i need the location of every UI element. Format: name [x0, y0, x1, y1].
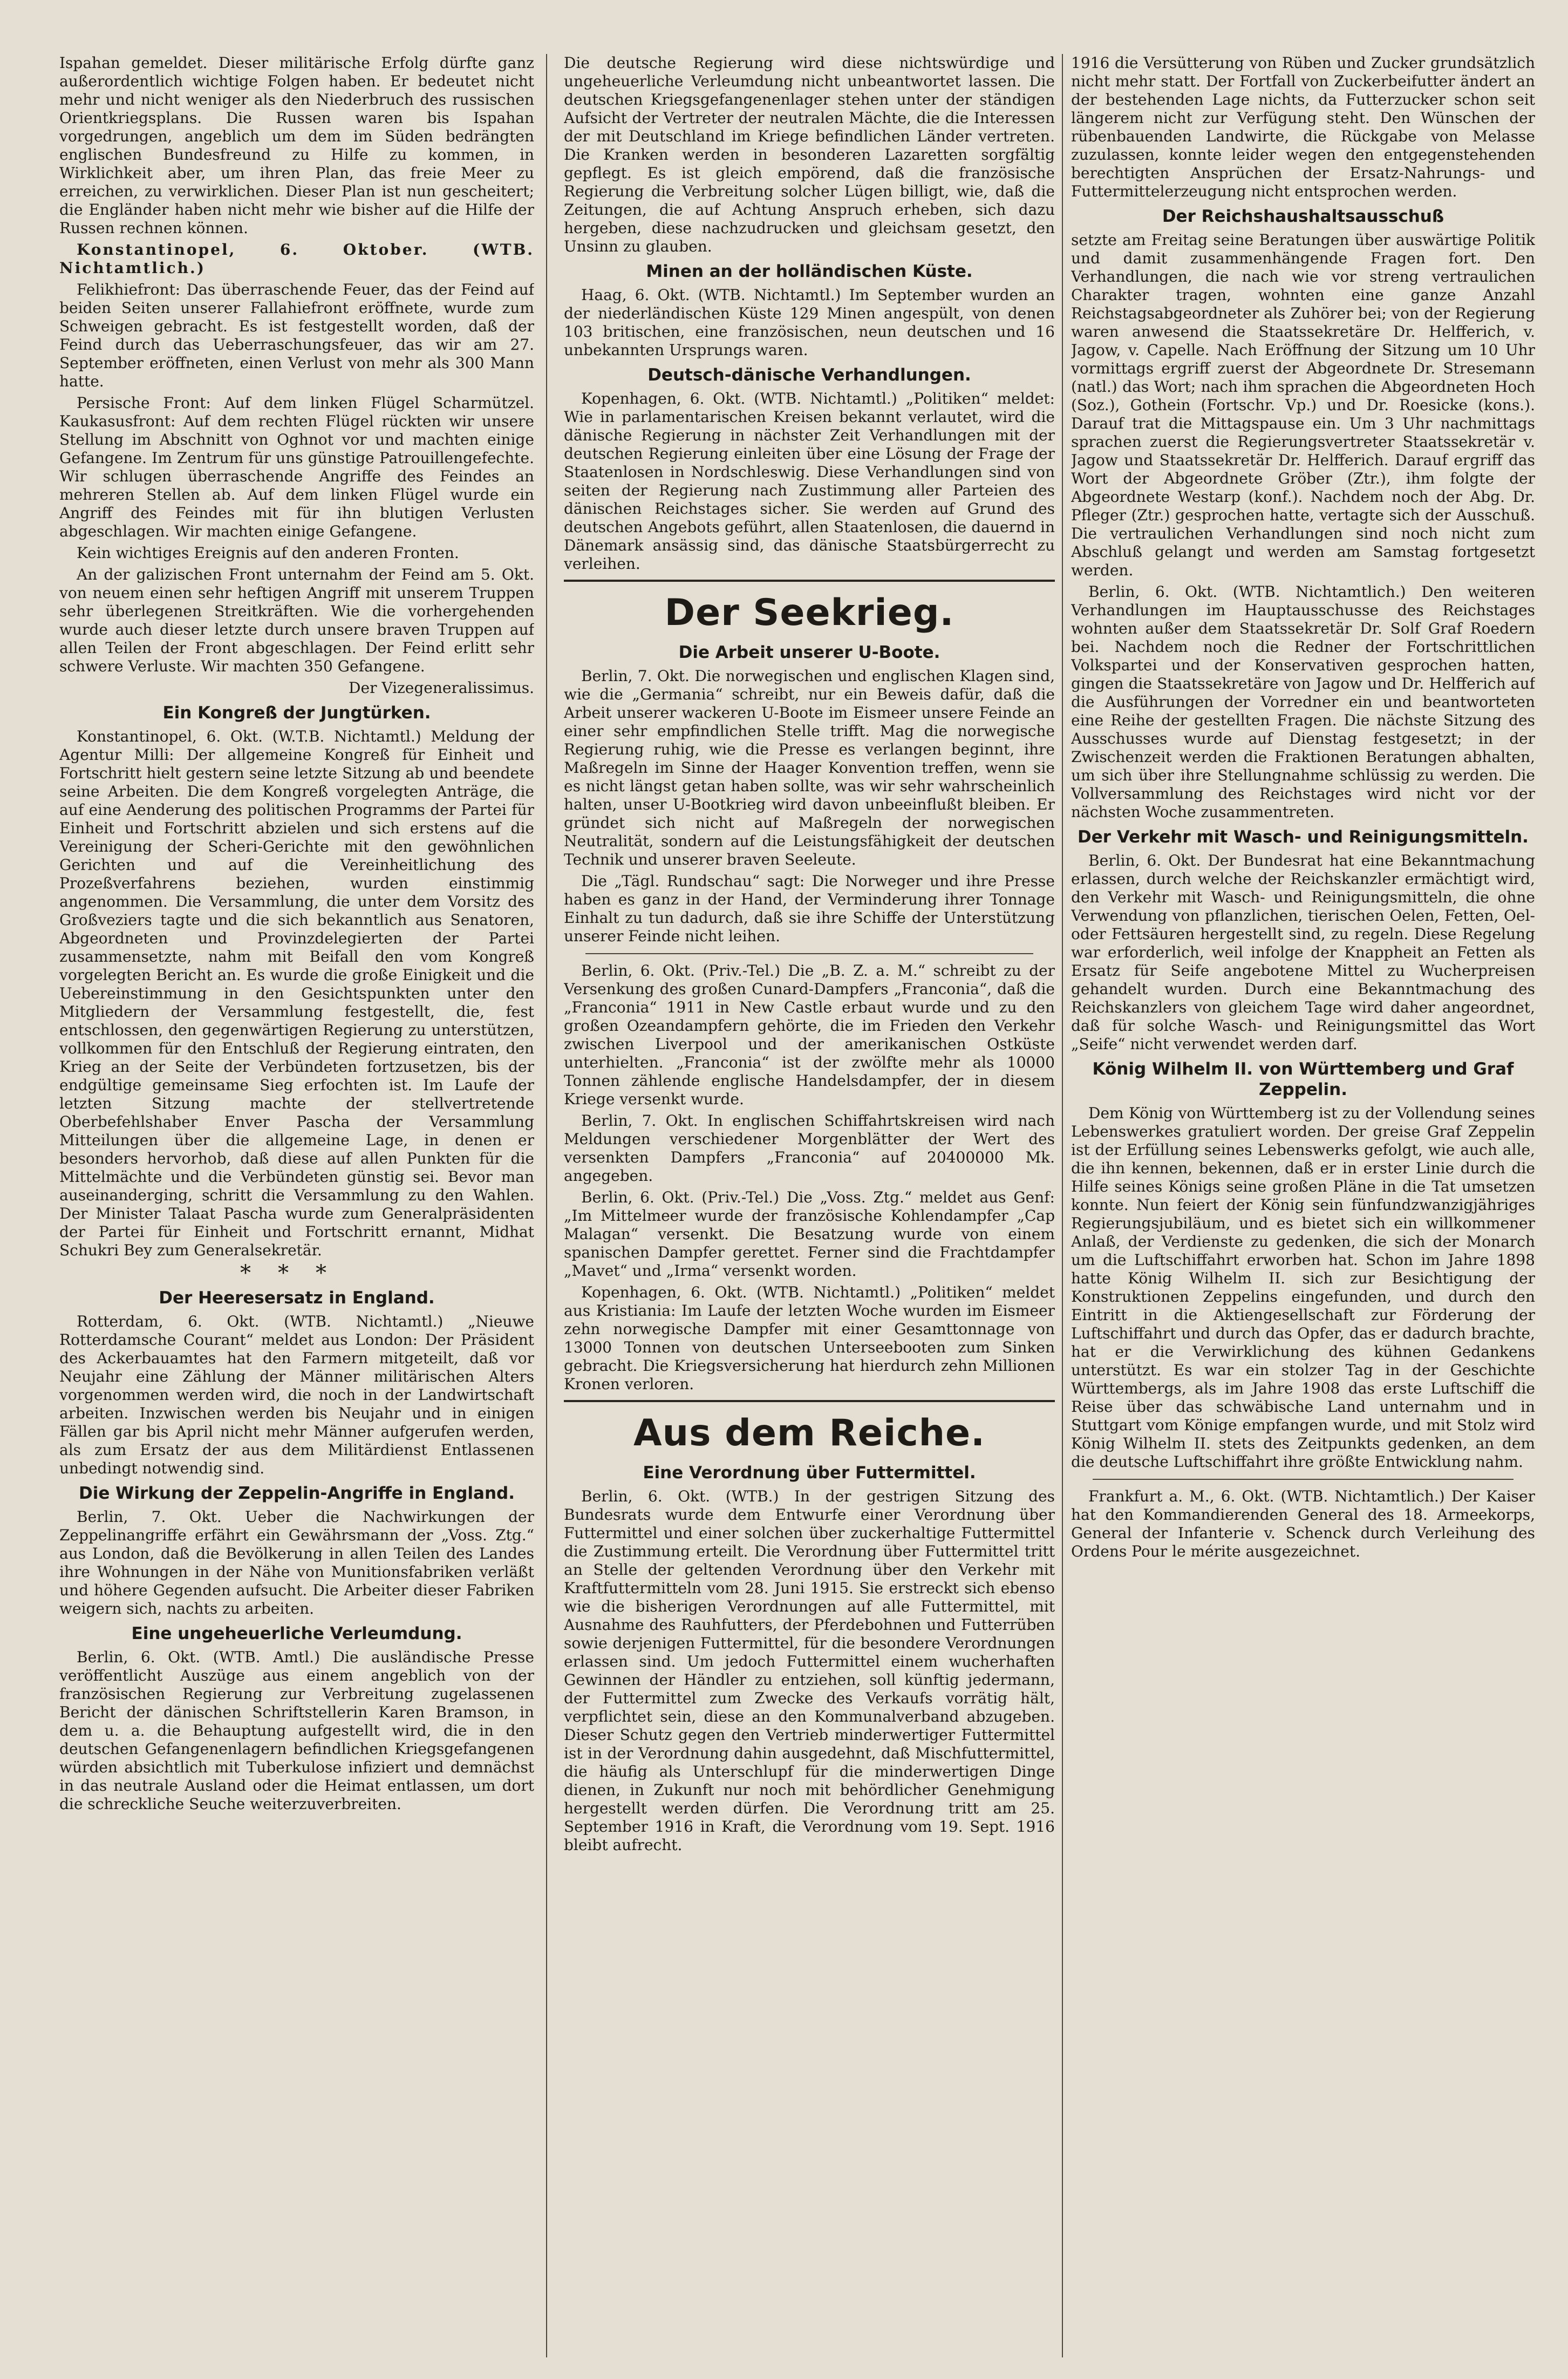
article-heading: Ein Kongreß der Jungtürken. [162, 703, 431, 723]
article-text: Berlin, 6. Okt. Der Bundesrat hat eine Bekanntmachung erlassen, durch welche der Reichskanzler ermächtigt wird, den Verkehr mit Wasch- und Reinigungsmitteln, die ohne Verwendung von pflanzlichen, tierischen Oelen, Fetten, Oel- oder Fettsäuren hergestellt sind, zu regeln. Diese Regelung war erforderlich, weil infolge der Knappheit an Fetten als Ersatz für Seife angebotene Mittel zu Wucherpreisen gehandelt wurden. Durch eine Bekanntmachung des Reichskanzlers von gleichem Tage wird daher angeordnet, daß für solche Wasch- und Reinigungsmittel das Wort „Seife“ nicht verwendet werden darf. [1071, 852, 1535, 1053]
section-rule [564, 1400, 1055, 1402]
article-text: Berlin, 6. Okt. (Priv.-Tel.) Die „Voss. Ztg.“ meldet aus Genf: „Im Mittelmeer wurde der französische Kohlendampfer „Cap Malagan“ versenkt. Die Besatzung wurde von einem spanischen Dampfer gerettet. Ferner sind die Frachtdampfer „Mavet“ und „Irma“ versenkt worden. [564, 1188, 1055, 1280]
section-heading: Aus dem Reiche. [633, 1412, 985, 1454]
article-text: Kein wichtiges Ereignis auf den anderen Fronten. [77, 544, 459, 562]
article-text: Felikhiefront: Das überraschende Feuer, das der Feind auf beiden Seiten unserer Fallahiefront eröffnete, wurde zum Schweigen gebracht. Es ist festgestellt worden, daß der Feind durch das Ueberraschungsfeuer, das wir am 27. September eröffneten, einen Verlust von mehr als 300 Mann hatte. [59, 281, 534, 390]
article-heading: König Wilhelm II. von Württemberg und Graf Zeppelin. [1092, 1059, 1514, 1099]
separator: *** [240, 1261, 353, 1286]
article-text: An der galizischen Front unternahm der Feind am 5. Okt. von neuem einen sehr heftigen Angriff mit unserem Truppen sehr überlegenen Streitkräften. Wie die vorhergehenden wurde auch dieser letzte durch unsere braven Truppen auf allen Teilen der Front abgeschlagen. Der Feind erlitt sehr schwere Verluste. Wir machten 350 Gefangene. [59, 566, 534, 675]
article-text: Kopenhagen, 6. Okt. (WTB. Nichtamtl.) „Politiken“ meldet aus Kristiania: Im Laufe der letzten Woche wurden im Eismeer zehn norwegische Dampfer mit einer Gesamttonnage von 13000 Tonnen von deutschen Unterseebooten zum Sinken gebracht. Die Kriegsversicherung hat hierdurch zehn Millionen Kronen verloren. [564, 1283, 1055, 1393]
column-middle [564, 54, 1055, 2357]
article-text: 1916 die Versütterung von Rüben und Zucker grundsätzlich nicht mehr statt. Der Fortfall von Zuckerbeifutter ändert an der bestehenden Lage nichts, da Futterzucker schon seit längerem nicht zur Verfügung steht. Den Wünschen der rübenbauenden Landwirte, die Rückgabe von Melasse zuzulassen, konnte leider wegen den entgegenstehenden berechtigten Ansprüchen der Ersatz-Nahrungs- und Futtermittelerzeugung nicht entsprochen werden. [1071, 54, 1535, 200]
article-text: Berlin, 6. Okt. (WTB. Nichtamtlich.) Den weiteren Verhandlungen im Hauptausschusse des Reichstages wohnten außer dem Staatssekretär Dr. Solf Graf Roedern bei. Nachdem noch die Redner der Fortschrittlichen Volkspartei und der Konservativen gesprochen hatten, gingen die Staatssekretäre von Jagow und Dr. Helfferich auf die Ausführungen der Vorredner ein und beantworteten eine Reihe der gestellten Fragen. Die nächste Sitzung des Ausschusses wurde auf Dienstag festgesetzt; in der Zwischenzeit werden die Fraktionen Beratungen abhalten, um sich über ihre Stellungnahme schlüssig zu werden. Die Vollversammlung des Reichstages wird nicht vor der nächsten Woche zusammentreten. [1071, 583, 1535, 821]
article-heading: Der Verkehr mit Wasch- und Reinigungsmitteln. [1078, 827, 1529, 847]
section-heading: Der Seekrieg. [664, 592, 955, 634]
article-heading: Eine ungeheuerliche Verleumdung. [131, 1624, 462, 1643]
article-text: Konstantinopel, 6. Okt. (W.T.B. Nichtamtl.) Meldung der Agentur Milli: Der allgemeine Kongreß für Einheit und Fortschritt hielt gestern seine letzte Sitzung ab und beendete seine Arbeiten. Die dem Kongreß vorgelegten Anträge, die auf eine Aenderung des politischen Programms der Partei für Einheit und Fortschritt abzielen und sich erstens auf die Vereinigung der Scheri-Gerichte mit den gewöhnlichen Gerichten und auf die Vereinheitlichung des Prozeßverfahrens beziehen, wurden einstimmig angenommen. Die Versammlung, die unter dem Vorsitz des Großveziers tagte und die sich bekanntlich aus Senatoren, Abgeordneten und Provinzdelegierten der Partei zusammensetzte, nahm mit Beifall den vom Kongreß vorgelegten Bericht an. Es wurde die große Einigkeit und die Uebereinstimmung in den Gesichtspunkten unter den Mitgliedern der Versammlung festgestellt, die, fest entschlossen, den gegenwärtigen Regierung zu unterstützen, vollkommen für den Entschluß der Regierung eintraten, den Krieg an der Seite der Verbündeten fortzusetzen, bis der endgültige gemeinsame Sieg erfochten ist. Im Laufe der letzten Sitzung machte der stellvertretende Oberbefehlshaber Enver Pascha der Versammlung Mitteilungen über die allgemeine Lage, in denen er besonders hervorhob, daß diese auf allen Punkten für die Mittelmächte und die Verbündeten günstig sei. Bevor man auseinanderging, schritt die Versammlung zu den Wahlen. Der Minister Talaat Pascha wurde zum Generalpräsidenten der Partei für Einheit und Fortschritt ernannt, Midhat Schukri Bey zum Generalsekretär. [59, 728, 534, 1259]
section-rule [564, 580, 1055, 582]
separator [585, 953, 1033, 954]
article-heading: Die Arbeit unserer U-Boote. [678, 643, 940, 662]
article-text: setzte am Freitag seine Beratungen über auswärtige Politik und damit zusammenhängende Fragen fort. Den Verhandlungen, die nach wie vor streng vertraulichen Charakter tragen, wohnten eine ganze Anzahl Reichstagsabgeordneter als Zuhörer bei; von der Regierung waren anwesend die Staatssekretäre Dr. Helfferich, v. Jagow, v. Capelle. Nach Eröffnung der Sitzung um 10 Uhr vormittags ergriff zuerst der Abgeordnete Dr. Stresemann (natl.) das Wort; nach ihm sprachen die Abgeordneten Hoch (Soz.), Gothein (Fortschr. Vp.) und Dr. Roesicke (kons.). Darauf trat die Mittagspause ein. Um 3 Uhr nachmittags sprachen zuerst die Regierungsvertreter Staatssekretär v. Jagow und Staatssekretär Dr. Helfferich. Darauf ergriff das Wort der Abgeordnete Gröber (Ztr.), ihm folgte der Abgeordnete Westarp (konf.). Nachdem noch der Abg. Dr. Pfleger (Ztr.) gesprochen hatte, vertagte sich der Ausschuß. Die vertraulichen Verhandlungen sind noch nicht zum Abschluß gelangt und werden am Samstag fortgesetzt werden. [1071, 231, 1535, 579]
article-heading: Die Wirkung der Zeppelin-Angriffe in England. [78, 1484, 515, 1503]
article-text: Persische Front: Auf dem linken Flügel Scharmützel. Kaukasusfront: Auf dem rechten Flügel rückten wir unsere Stellung im Abschnitt von Oghnot vor und machten einige Gefangene. Im Zentrum für uns günstige Patrouillengefechte. Wir schlugen überraschende Angriffe des Feindes an mehreren Stellen ab. Auf dem linken Flügel wurde ein Angriff des Feindes mit für ihn blutigen Verlusten abgeschlagen. Wir machten einige Gefangene. [59, 394, 534, 540]
article-text: Berlin, 7. Okt. In englischen Schiffahrtskreisen wird nach Meldungen verschiedener Morgenblätter der Wert des versenkten Dampfers „Franconia“ auf 20400000 Mk. angegeben. [564, 1112, 1055, 1185]
article-text: Rotterdam, 6. Okt. (WTB. Nichtamtl.) „Nieuwe Rotterdamsche Courant“ meldet aus London: Der Präsident des Ackerbauamtes hat den Farmern mitgeteilt, daß vor Neujahr eine Zählung der Männer militärischen Alters vorgenommen werden wird, die noch in der Landwirtschaft arbeiten. Inzwischen werden bis Neujahr und in einigen Fällen gar bis April nicht mehr Männer aufgerufen werden, als zum Ersatz der aus dem Militärdienst Entlassenen unbedingt notwendig sind. [59, 1313, 534, 1477]
article-heading: Der Reichshaushaltsausschuß [1162, 207, 1444, 226]
separator [1093, 1479, 1514, 1480]
article-heading: Der Heeresersatz in England. [159, 1288, 435, 1308]
article-text: Die deutsche Regierung wird diese nichtswürdige und ungeheuerliche Verleumdung nicht unbeantwortet lassen. Die deutschen Kriegsgefangenenlager stehen unter der ständigen Aufsicht der Vertreter der neutralen Mächte, die die Interessen der mit Deutschland im Kriege befindlichen Länder vertreten. Die Kranken werden in besonderen Lazaretten sorgfältig gepflegt. Es ist gleich empörend, daß die französische Regierung die Verbreitung solcher Lügen billigt, wie, daß die Zeitungen, die auf Achtung Anspruch erheben, sich dazu hergeben, diese nachzudrucken und gleichsam gesetzt, den Unsinn zu glauben. [564, 54, 1055, 255]
article-text: Berlin, 6. Okt. (WTB.) In der gestrigen Sitzung des Bundesrats wurde dem Entwurfe einer Verordnung über Futtermittel und einer solchen über zuckerhaltige Futtermittel die Zustimmung erteilt. Die Verordnung über Futtermittel tritt an Stelle der geltenden Verordnung über den Verkehr mit Kraftfuttermitteln vom 28. Juni 1915. Sie erstreckt sich ebenso wie die bisherigen Verordnungen auf alle Futtermittel, mit Ausnahme des Rauhfutters, der Pferdebohnen und Futterrüben sowie derjenigen Futtermittel, für die besondere Verordnungen erlassen sind. Um jedoch Futtermittel einem wucherhaften Gewinnen der Händler zu entziehen, soll künftig jedermann, der Futtermittel zum Zwecke des Verkaufs vorrätig hält, verpflichtet sein, diese an den Kommunalverband abzugeben. Dieser Schutz gegen den Vertrieb minderwertiger Futtermittel ist in der Verordnung dahin ausgedehnt, daß Mischfuttermittel, die häufig als Unterschlupf für die minderwertigen Dinge dienen, in Zukunft nur noch mit behördlicher Genehmigung hergestellt werden dürfen. Die Verordnung tritt am 25. September 1916 in Kraft, die Verordnung vom 19. Sept. 1916 bleibt aufrecht. [564, 1487, 1055, 1854]
article-text: Haag, 6. Okt. (WTB. Nichtamtl.) Im September wurden an der niederländischen Küste 129 Minen angespült, von denen 103 britischen, eine französischen, neun deutschen und 16 unbekannten Ursprungs waren. [564, 286, 1055, 359]
article-text: Dem König von Württemberg ist zu der Vollendung seines Lebenswerkes gratuliert worden. Der greise Graf Zeppelin ist der Erfüllung seines Lebenswerks gefolgt, wie auch alle, die ihn kennen, bekennen, daß er in erster Linie durch die Hilfe seines Königs seine großen Pläne in die Tat umsetzen konnte. Nun feiert der König sein fünfundzwanzigjähriges Regierungsjubiläum, und es bietet sich ein willkommener Anlaß, der Verdienste zu gedenken, die sich der Monarch um die Luftschiffahrt erworben hat. Schon im Jahre 1898 hatte König Wilhelm II. sich zur Besichtigung der Konstruktionen Zeppelins eingefunden, und durch den Eintritt in die Aktiengesellschaft zur Förderung der Luftschiffahrt und durch das Opfer, das er dadurch brachte, hat er die Verwirklichung des kühnen Gedankens unterstützt. Es war ein stolzer Tag in der Geschichte Württembergs, als im Jahre 1908 das erste Luftschiff die Reise über das schwäbische Land unternahm und in Stuttgart vom Könige empfangen wurde, und mit Stolz wird König Wilhelm II. stets des Zeitpunkts gedenken, an dem die deutsche Luftschiffahrt ihre größte Entwicklung nahm. [1071, 1104, 1535, 1471]
article-text: Die „Tägl. Rundschau“ sagt: Die Norweger und ihre Presse haben es ganz in der Hand, der Verminderung ihrer Tonnage Einhalt zu tun dadurch, daß sie ihre Schiffe der Unterstützung unserer Feinde nicht leihen. [564, 872, 1055, 945]
article-heading: Eine Verordnung über Futtermittel. [643, 1463, 976, 1483]
article-heading: Minen an der holländischen Küste. [646, 262, 973, 281]
article-text: Berlin, 6. Okt. (WTB. Amtl.) Die ausländische Presse veröffentlicht Auszüge aus einem angeblich von der französischen Regierung zur Verbreitung zugelassenen Bericht der dänischen Schriftstellerin Karen Bramson, in dem u. a. die Behauptung aufgestellt wird, die in den deutschen Gefangenenlagern befindlichen Kriegsgefangenen würden absichtlich mit Tuberkulose infiziert und demnächst in das neutrale Ausland oder die Heimat entlassen, um dort die schreckliche Seuche weiterzuverbreiten. [59, 1648, 534, 1813]
column-rule [1062, 54, 1063, 2357]
article-text: Kopenhagen, 6. Okt. (WTB. Nichtamtl.) „Politiken“ meldet: Wie in parlamentarischen Kreisen bekannt verlautet, wird die dänische Regierung in nächster Zeit Verhandlungen mit der deutschen Regierung einleiten über eine Lösung der Frage der Staatenlosen in Nordschleswig. Diese Verhandlungen sind von seiten der Regierung nach Zustimmung aller Parteien des dänischen Reichstages sicher. Sie werden auf Grund des deutschen Angebots geführt, allen Staatenlosen, die dauernd in Dänemark ansässig sind, das dänische Staatsbürgerrecht zu verleihen. [564, 390, 1055, 573]
article-text: Berlin, 7. Okt. Die norwegischen und englischen Klagen sind, wie die „Germania“ schreibt, nur ein Beweis dafür, daß die Arbeit unserer wackeren U-Boote im Eismeer unsere Feinde an einer sehr empfindlichen Stelle trifft. Mag die norwegische Regierung ruhig, wie die Presse es verlangen beginnt, ihre Maßregeln im Sinne der Haager Konvention treffen, wenn sie es nicht längst getan haben sollte, was wir sehr wahrscheinlich halten, unser U-Bootkrieg wird davon unbeeinflußt bleiben. Er gründet sich nicht auf Maßregeln der norwegischen Neutralität, sondern auf die Leistungsfähigkeit der deutschen Technik und unserer braven Seeleute. [564, 667, 1055, 868]
article-text: Ispahan gemeldet. Dieser militärische Erfolg dürfte ganz außerordentlich wichtige Folgen haben. Er bedeutet nicht mehr und nicht weniger als den Niederbruch des russischen Orientkriegsplans. Die Russen waren bis Ispahan vorgedrungen, angeblich um dem im Süden bedrängten englischen Bundesfreund zu Hilfe zu kommen, in Wirklichkeit aber, um ihren Plan, das freie Meer zu erreichen, zu verwirklichen. Dieser Plan ist nun gescheitert; die Engländer haben nicht mehr wie bisher auf die Hilfe der Russen rechnen können. [59, 54, 534, 237]
dateline: Konstantinopel, 6. Oktober. (WTB. Nichtamtlich.) [59, 241, 534, 277]
article-text: Berlin, 7. Okt. Ueber die Nachwirkungen der Zeppelinangriffe erfährt ein Gewährsmann der „Voss. Ztg.“ aus London, daß die Bevölkerung in allen Teilen des Landes ihre Wohnungen in der Nähe von Munitionsfabriken verläßt und höhere Gegenden aufsucht. Die Arbeiter dieser Fabriken weigern sich, nachts zu arbeiten. [59, 1508, 534, 1617]
column-right [1071, 54, 1535, 2357]
signature: Der Vizegeneralissimus. [349, 679, 534, 697]
article-heading: Deutsch-dänische Verhandlungen. [647, 365, 971, 385]
column-left [59, 54, 534, 2357]
article-text: Berlin, 6. Okt. (Priv.-Tel.) Die „B. Z. a. M.“ schreibt zu der Versenkung des großen Cunard-Dampfers „Franconia“, daß die „Franconia“ 1911 in New Castle erbaut wurde und zu den großen Ozeandampfern gehörte, die im Frieden den Verkehr zwischen Liverpool und der amerikanischen Ostküste unterhielten. „Franconia“ ist der zwölfte mehr als 10000 Tonnen zählende englische Handelsdampfer, der in diesem Kriege versenkt wurde. [564, 962, 1055, 1108]
column-rule [546, 54, 547, 2357]
article-text: Frankfurt a. M., 6. Okt. (WTB. Nichtamtlich.) Der Kaiser hat den Kommandierenden General des 18. Armeekorps, General der Infanterie v. Schenck durch Verleihung des Ordens Pour le mérite ausgezeichnet. [1071, 1487, 1535, 1560]
